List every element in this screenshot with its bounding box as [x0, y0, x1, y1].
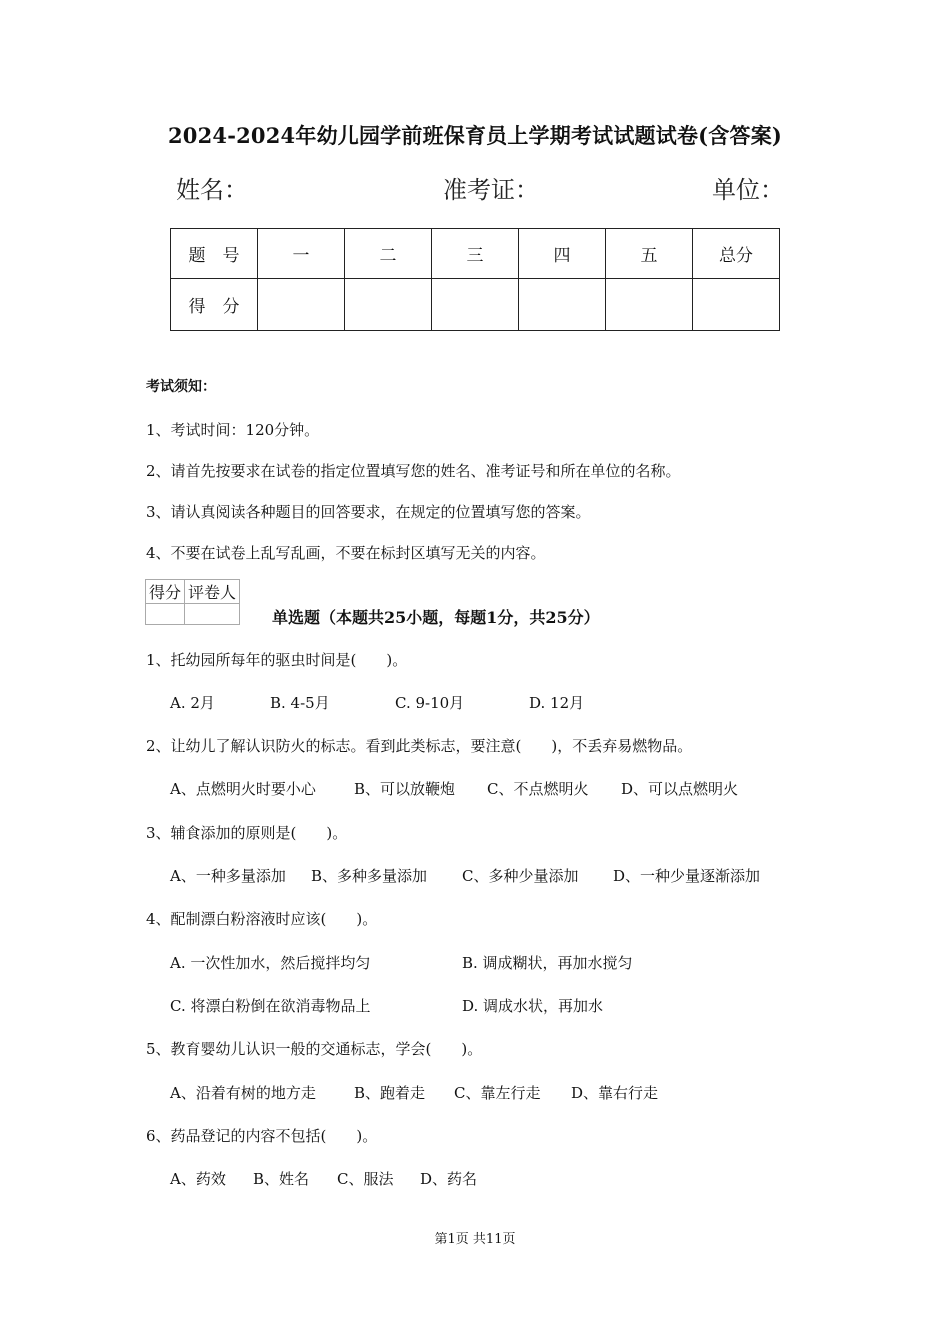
question-option[interactable]: B. 调成糊状，再加水搅匀: [462, 954, 633, 972]
page-number: 第1页 共11页: [434, 1232, 516, 1247]
notes-heading: 考试须知：: [146, 379, 216, 395]
score-cell[interactable]: [606, 279, 693, 331]
score-cell[interactable]: [693, 279, 780, 331]
question-option[interactable]: C、服法: [337, 1170, 394, 1188]
score-row-label: 得 分: [171, 279, 258, 331]
question-option[interactable]: C、多种少量添加: [462, 867, 579, 885]
section-title: 单选题（本题共25小题，每题1分，共25分）: [272, 608, 600, 627]
score-table-score-row: [171, 279, 780, 331]
score-header-cell: 五: [606, 229, 693, 279]
question-option[interactable]: A、一种多量添加: [170, 867, 286, 885]
grader-score-label: 得分: [146, 580, 185, 604]
question-option[interactable]: A、药效: [170, 1170, 226, 1188]
note-item: 4、不要在试卷上乱写乱画，不要在标封区填写无关的内容。: [146, 544, 546, 562]
name-field-label: 姓名：: [176, 176, 248, 204]
question-option[interactable]: A. 2月: [170, 694, 215, 712]
question-option[interactable]: B、跑着走: [354, 1084, 426, 1102]
question-option[interactable]: D. 调成水状，再加水: [462, 997, 604, 1015]
question-option[interactable]: C、靠左行走: [454, 1084, 541, 1102]
question-option[interactable]: B、多种多量添加: [311, 867, 428, 885]
grader-reviewer-label: 评卷人: [185, 580, 240, 604]
question-stem: 5、教育婴幼儿认识一般的交通标志，学会( )。: [146, 1040, 483, 1058]
note-item: 2、请首先按要求在试卷的指定位置填写您的姓名、准考证号和所在单位的名称。: [146, 462, 681, 480]
question-option[interactable]: D、可以点燃明火: [621, 780, 739, 798]
exam-number-field-label: 准考证：: [443, 176, 539, 204]
question-option[interactable]: B、可以放鞭炮: [354, 780, 456, 798]
question-option[interactable]: C. 9-10月: [395, 694, 465, 712]
question-option[interactable]: B、姓名: [253, 1170, 310, 1188]
question-option[interactable]: A. 一次性加水，然后搅拌均匀: [170, 954, 371, 972]
question-option[interactable]: D、一种少量逐渐添加: [613, 867, 761, 885]
question-stem: 1、托幼园所每年的驱虫时间是( )。: [146, 651, 408, 669]
score-header-cell: 一: [258, 229, 345, 279]
question-stem: 6、药品登记的内容不包括( )。: [146, 1127, 378, 1145]
score-header-cell: 二: [345, 229, 432, 279]
score-table: [170, 228, 780, 331]
grader-box: [145, 579, 240, 625]
note-item: 1、考试时间：120分钟。: [146, 421, 320, 439]
question-option[interactable]: D、靠右行走: [571, 1084, 659, 1102]
score-cell[interactable]: [432, 279, 519, 331]
unit-field-label: 单位：: [712, 176, 784, 204]
question-stem: 2、让幼儿了解认识防火的标志。看到此类标志，要注意( )，不丢弃易燃物品。: [146, 737, 693, 755]
question-option[interactable]: D、药名: [420, 1170, 478, 1188]
note-item: 3、请认真阅读各种题目的回答要求，在规定的位置填写您的答案。: [146, 503, 591, 521]
score-header-cell: 三: [432, 229, 519, 279]
question-option[interactable]: B. 4-5月: [270, 694, 330, 712]
exam-title: 2024-2024年幼儿园学前班保育员上学期考试试题试卷(含答案): [167, 123, 783, 148]
question-option[interactable]: D. 12月: [529, 694, 585, 712]
grader-reviewer-cell[interactable]: [185, 604, 240, 625]
grader-score-cell[interactable]: [146, 604, 185, 625]
score-cell[interactable]: [345, 279, 432, 331]
score-header-cell: 总分: [693, 229, 780, 279]
question-option[interactable]: C. 将漂白粉倒在欲消毒物品上: [170, 997, 371, 1015]
score-table-header-row: [171, 229, 780, 279]
question-stem: 4、配制漂白粉溶液时应该( )。: [146, 910, 378, 928]
score-cell[interactable]: [258, 279, 345, 331]
question-option[interactable]: C、不点燃明火: [487, 780, 589, 798]
score-header-cell: 四: [519, 229, 606, 279]
score-header-cell: 题 号: [171, 229, 258, 279]
question-option[interactable]: A、点燃明火时要小心: [170, 780, 316, 798]
score-cell[interactable]: [519, 279, 606, 331]
question-stem: 3、辅食添加的原则是( )。: [146, 824, 348, 842]
question-option[interactable]: A、沿着有树的地方走: [170, 1084, 316, 1102]
